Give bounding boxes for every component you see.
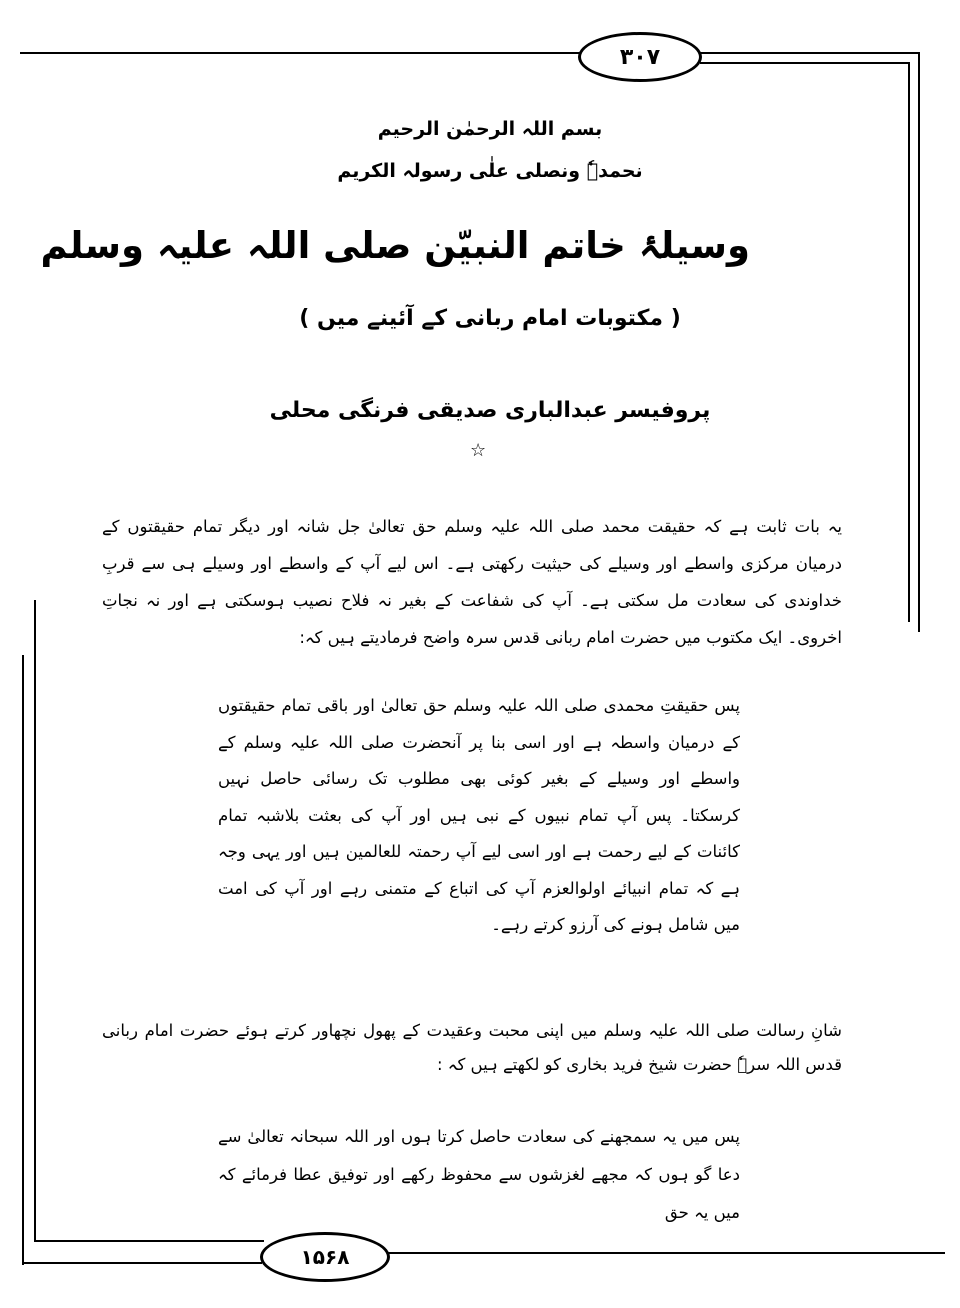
salutation: نحمدہٗ ونصلی علٰی رسولہ الکریم xyxy=(337,160,643,182)
quote-2: پس میں یہ سمجھنے کی سعادت حاصل کرتا ہوں اور اللہ سبحانہ تعالیٰ سے دعا گو ہوں کہ مجھے لغزشوں سے محفوظ رکھے اور توفیق عطا فرمائے کہ میں یہ حق xyxy=(218,1127,740,1222)
frame-bottom-line xyxy=(22,1262,262,1264)
frame-top-right-line xyxy=(700,52,920,54)
bottom-page-number: ۱۵۶۸ xyxy=(260,1232,390,1282)
frame-bottom-right-line xyxy=(385,1252,945,1254)
article-title: وسیلۂ خاتم النبیّن صلی اللہ علیہ وسلم xyxy=(40,224,750,267)
bismillah: بسم اللہ الرحمٰن الرحیم xyxy=(377,118,603,140)
frame-left-inner-line xyxy=(34,600,36,1240)
top-page-number: ۳۰۷ xyxy=(578,32,702,82)
frame-left-outer-line xyxy=(22,655,24,1265)
quote-1: پس حقیقتِ محمدی صلی اللہ علیہ وسلم حق تعالیٰ اور باقی تمام حقیقتوں کے درمیان واسطہ ہے اور اسی بنا پر آنحضرت صلی اللہ علیہ وسلم کے واسطے اور وسیلے کے بغیر کوئی بھی مطلوب تک رسائی حاصل نہیں کرسکتا۔ پس آپ تمام نبیوں کے نبی ہیں اور آپ کی بعثت بلاشبہ تمام کائنات کے لیے رحمت ہے اور اسی لیے آپ رحمتہ للعالمین ہیں اور یہی وجہ ہے کہ تمام انبیائے اولوالعزم آپ کی اتباع کے متمنی رہے اور آپ کی امت میں شامل ہونے کی آرزو کرتے رہے۔ xyxy=(218,696,740,934)
frame-bottom-inner-line xyxy=(34,1240,264,1242)
article-subtitle: ( مکتوبات امام ربانی کے آئینے میں ) xyxy=(299,306,681,331)
paragraph-1: یہ بات ثابت ہے کہ حقیقت محمد صلی اللہ علیہ وسلم حق تعالیٰ جل شانہ اور دیگر تمام حقیقتوں کے درمیان مرکزی واسطے اور وسیلے کی حیثیت رکھتی ہے۔ اس لیے آپ کے واسطے اور وسیلے ہی سے قربِ خداوندی کی سعادت مل سکتی ہے۔ آپ کی شفاعت کے بغیر نہ فلاح نصیب ہوسکتی ہے اور نہ نجاتِ اخروی۔ ایک مکتوب میں حضرت امام ربانی قدس سرہ واضح فرمادیتے ہیں کہ: xyxy=(102,517,842,647)
frame-right-outer-line xyxy=(918,52,920,632)
frame-right-inner-line xyxy=(908,62,910,622)
star-separator: ☆ xyxy=(470,440,487,461)
author-name: پروفیسر عبدالباری صدیقی فرنگی محلی xyxy=(269,398,711,423)
paragraph-2: شانِ رسالت صلی اللہ علیہ وسلم میں اپنی محبت وعقیدت کے پھول نچھاور کرتے ہوئے حضرت امام ربانی قدس اللہ سرہٗ حضرت شیخ فرید بخاری کو لکھتے ہیں کہ : xyxy=(102,1021,842,1074)
frame-top-inner-line xyxy=(700,62,910,64)
frame-top-line xyxy=(20,52,580,54)
